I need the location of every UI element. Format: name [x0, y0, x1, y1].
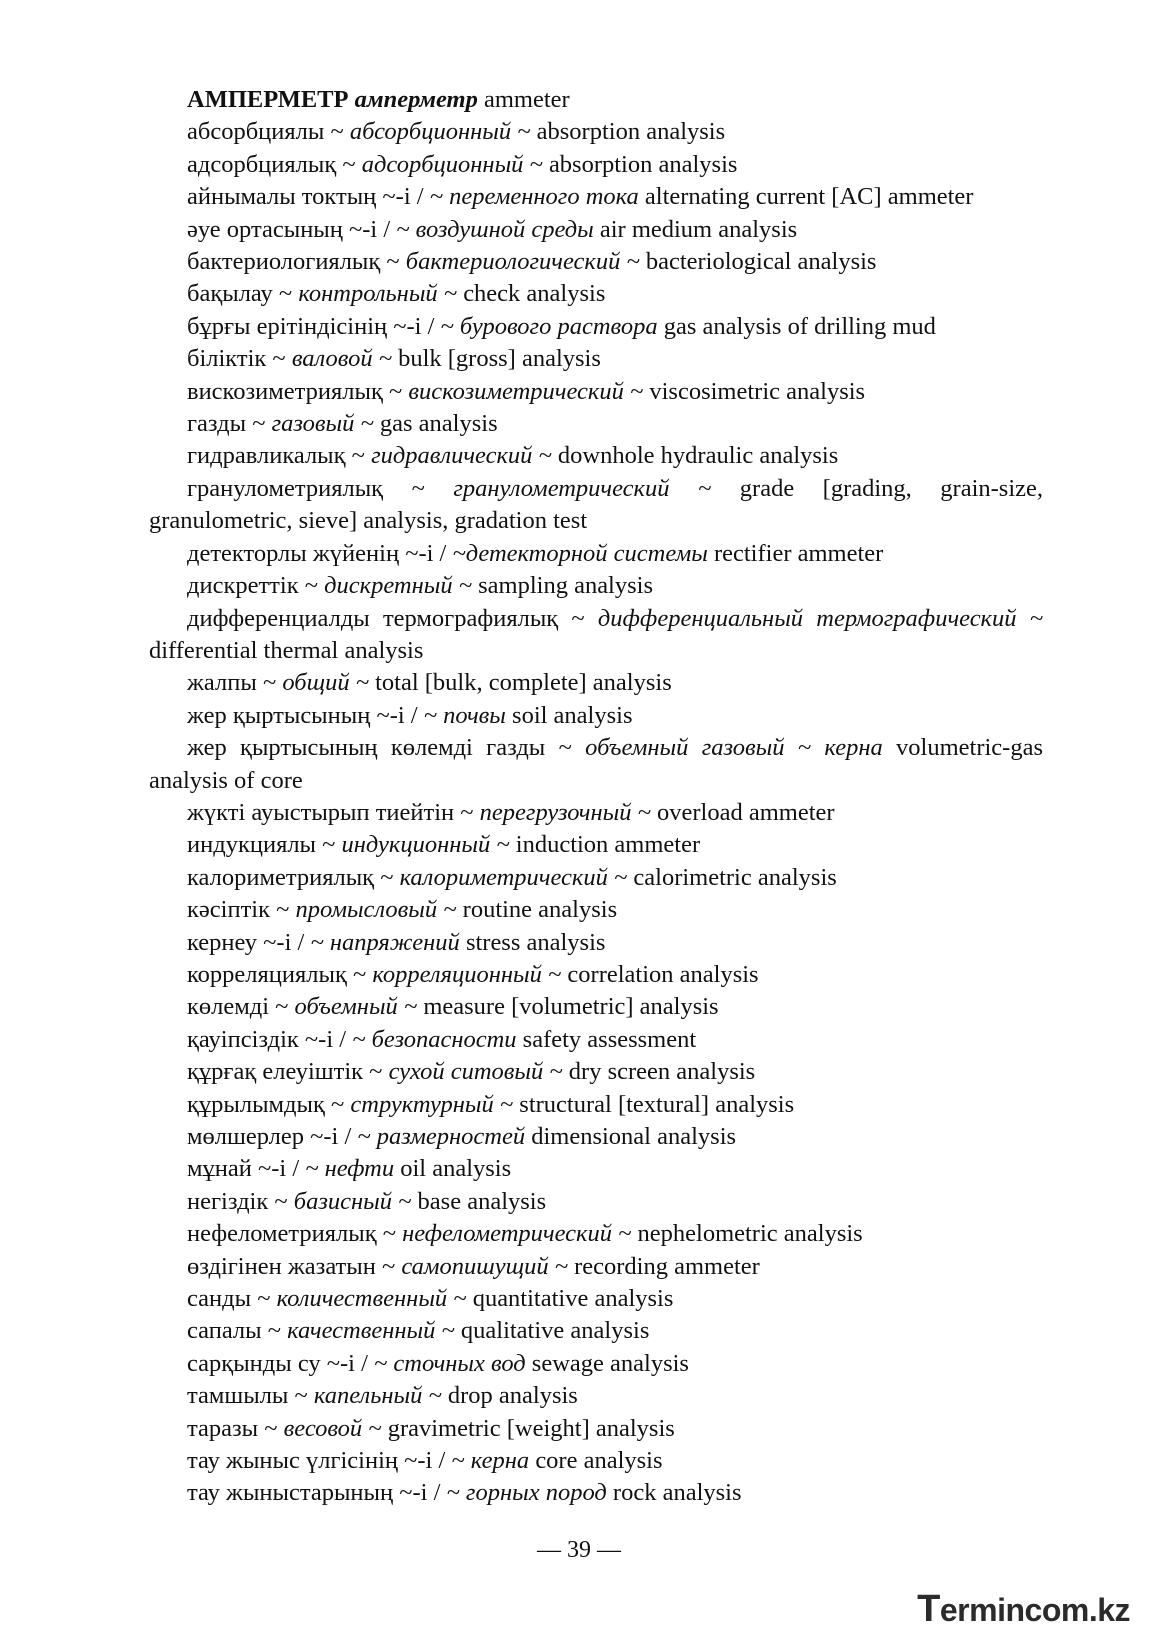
- dictionary-entry: [149, 732, 1043, 797]
- entry-kz: айнымалы токтың ~-і /: [187, 183, 424, 211]
- dictionary-entry: [149, 862, 1043, 894]
- entry-ru: ~ нефти: [305, 1155, 395, 1183]
- dictionary-entry: [149, 1186, 1043, 1218]
- entry-en: overload ammeter: [657, 798, 835, 826]
- headword-ru: амперметр: [354, 86, 478, 113]
- dictionary-entry: [149, 473, 1043, 538]
- entry-kz: санды ~: [187, 1285, 271, 1313]
- entry-en: soil analysis: [512, 701, 633, 729]
- entry-tilde: ~: [548, 960, 562, 988]
- entry-kz: гранулометриялық ~: [187, 474, 425, 502]
- entry-tilde: ~: [368, 1414, 382, 1442]
- entry-ru: ~ сточных вод: [374, 1349, 526, 1377]
- entry-ru: калориметрический: [399, 863, 608, 891]
- entry-ru: количественный: [276, 1285, 448, 1313]
- dictionary-entry: [149, 343, 1043, 375]
- entry-ru: адсорбционный: [361, 150, 524, 178]
- entry-tilde: ~: [378, 345, 392, 373]
- entry-ru: сухой ситовый: [388, 1058, 544, 1086]
- entry-tilde: ~: [496, 831, 510, 859]
- entry-en: qualitative analysis: [460, 1317, 650, 1345]
- entry-kz: детекторлы жүйенің ~-і /: [187, 539, 447, 567]
- site-watermark-logo: [917, 1588, 1130, 1631]
- entry-en: sewage analysis: [531, 1349, 689, 1377]
- entry-ru: перегрузочный: [479, 798, 632, 826]
- entry-ru: весовой: [283, 1414, 363, 1442]
- entry-en: quantitative analysis: [472, 1285, 674, 1313]
- dictionary-entry: [149, 959, 1043, 991]
- entry-kz: құрғақ елеуіштік ~: [187, 1058, 383, 1086]
- dictionary-entry: [149, 214, 1043, 246]
- entry-ru: общий: [282, 669, 350, 697]
- entry-en: gas analysis: [379, 410, 498, 438]
- entry-en: alternating current [AC] ammeter: [644, 183, 974, 211]
- entry-kz: негіздік ~: [187, 1187, 288, 1215]
- entry-ru: контрольный: [298, 280, 438, 308]
- entry-tilde: ~: [499, 1090, 514, 1118]
- entry-kz: әуе ортасының ~-і /: [187, 215, 391, 243]
- entry-kz: мөлшерлер ~-і /: [187, 1123, 352, 1150]
- entry-ru: ~ переменного тока: [429, 183, 639, 211]
- entry-tilde: ~: [453, 1285, 467, 1313]
- entry-en: viscosimetric analysis: [649, 377, 866, 405]
- entry-en: calorimetric analysis: [633, 863, 837, 891]
- entry-ru: валовой: [291, 345, 373, 373]
- entry-en: core analysis: [535, 1447, 663, 1475]
- entry-tilde: ~: [398, 1187, 412, 1215]
- entry-ru: структурный: [350, 1090, 494, 1118]
- entry-ru: ~ воздушной среды: [396, 215, 594, 243]
- dictionary-entry: [149, 1153, 1043, 1185]
- entry-tilde: ~: [443, 896, 457, 924]
- entry-ru: абсорбционный: [349, 118, 512, 146]
- entry-ru: ~ напряжений: [310, 928, 460, 956]
- entry-tilde: ~: [538, 442, 552, 470]
- entry-ru: вискозиметрический: [408, 377, 624, 405]
- entry-kz: тамшылы ~: [187, 1382, 308, 1410]
- entry-tilde: ~: [441, 1317, 455, 1345]
- entry-en: correlation analysis: [567, 960, 759, 988]
- dictionary-entry: [149, 603, 1043, 668]
- entry-en: dimensional analysis: [531, 1123, 737, 1150]
- entry-kz: таразы ~: [187, 1414, 278, 1442]
- entry-ru: корреляционный: [372, 960, 542, 988]
- entry-ru: промысловый: [295, 896, 438, 924]
- entry-kz: дифференциалды термографиялық ~: [187, 604, 585, 632]
- entry-tilde: ~: [549, 1058, 563, 1086]
- dictionary-entry: [149, 1315, 1043, 1347]
- dictionary-entry: [149, 149, 1043, 181]
- dictionary-entry: [149, 797, 1043, 829]
- entry-en: base analysis: [417, 1187, 547, 1215]
- dictionary-entry: [149, 1056, 1043, 1088]
- entry-ru: индукционный: [341, 831, 491, 859]
- entry-kz: жер қыртысының ~-і /: [187, 701, 418, 729]
- entry-kz: дискреттік ~: [187, 572, 318, 600]
- entry-en: oil analysis: [400, 1155, 512, 1183]
- dictionary-entry: [149, 408, 1043, 440]
- entry-kz: бактериологиялық ~: [187, 248, 400, 276]
- entry-kz: нефелометриялық ~: [187, 1220, 397, 1248]
- entry-en: structural [textural] analysis: [519, 1090, 795, 1118]
- entry-kz: жер қыртысының көлемді газды ~: [187, 734, 572, 762]
- entry-en: stress analysis: [465, 928, 606, 956]
- entry-en: gravimetric [weight] analysis: [387, 1414, 675, 1442]
- entry-kz: тау жыныстарының ~-і /: [187, 1479, 441, 1507]
- entry-ru: базисный: [293, 1187, 393, 1215]
- entry-ru: самопишущий: [401, 1252, 549, 1280]
- entry-en: sampling analysis: [478, 572, 653, 600]
- entry-list: [149, 116, 1043, 1509]
- watermark-rest: ermincom.kz: [939, 1592, 1130, 1628]
- entry-tilde: ~: [529, 150, 543, 178]
- entry-en: check analysis: [463, 280, 606, 308]
- entry-tilde: ~: [443, 280, 458, 308]
- entry-ru: ~ керна: [451, 1447, 530, 1475]
- page-number: — 39 —: [537, 1537, 621, 1563]
- entry-ru: газовый: [271, 410, 355, 438]
- dictionary-entry: [149, 311, 1043, 343]
- dictionary-entry: [149, 570, 1043, 602]
- dictionary-entry: [149, 181, 1043, 213]
- entry-en: bulk [gross] analysis: [398, 345, 601, 373]
- entry-ru: ~ бурового раствора: [440, 312, 658, 340]
- dictionary-entry: [149, 667, 1043, 699]
- entry-kz: сапалы ~: [187, 1317, 281, 1345]
- dictionary-entry: [149, 1024, 1043, 1056]
- entry-en: absorption analysis: [536, 118, 726, 146]
- headword-kz: АМПЕРМЕТР: [187, 86, 349, 113]
- dictionary-entry: [149, 991, 1043, 1023]
- dictionary-entry: [149, 116, 1043, 148]
- entry-ru: ~ почвы: [423, 701, 506, 729]
- entry-en: downhole hydraulic analysis: [557, 442, 839, 470]
- dictionary-entry: [149, 829, 1043, 861]
- dictionary-entry: [149, 1283, 1043, 1315]
- entry-tilde: ~: [629, 377, 644, 405]
- entry-tilde: ~: [517, 118, 531, 146]
- entry-tilde: ~: [355, 669, 369, 697]
- dictionary-entry: [149, 1218, 1043, 1250]
- headword-en: ammeter: [483, 86, 570, 113]
- entry-en: differential thermal analysis: [149, 636, 424, 664]
- entry-en: dry screen analysis: [568, 1058, 756, 1086]
- entry-en: rock analysis: [612, 1479, 742, 1507]
- dictionary-entry: [149, 927, 1043, 959]
- dictionary-entry: [149, 1477, 1043, 1509]
- entry-en: bacteriological analysis: [645, 248, 877, 276]
- watermark-first-letter: T: [917, 1588, 940, 1630]
- entry-en: total [bulk, complete] analysis: [375, 669, 672, 697]
- dictionary-entry: [149, 1089, 1043, 1121]
- entry-ru: нефелометрический: [402, 1220, 612, 1248]
- entry-en: volumetric-gas analysis of core: [149, 734, 1043, 794]
- entry-kz: вискозиметриялық ~: [187, 377, 403, 405]
- entry-en: gas analysis of drilling mud: [663, 312, 936, 340]
- dictionary-entry: [149, 538, 1043, 570]
- entry-ru: объемный: [294, 993, 398, 1021]
- entry-ru: гранулометрический: [453, 474, 670, 502]
- entry-tilde: ~: [554, 1252, 568, 1280]
- entry-kz: газды ~: [187, 410, 266, 438]
- entry-tilde: ~: [360, 410, 374, 438]
- entry-kz: құрылымдық ~: [187, 1090, 345, 1118]
- entry-kz: корреляциялық ~: [187, 960, 367, 988]
- entry-ru: ~детекторной системы: [452, 539, 708, 567]
- entry-en: routine analysis: [462, 896, 618, 924]
- entry-kz: абсорбциялы ~: [187, 118, 344, 146]
- entry-tilde: ~: [698, 474, 712, 502]
- entry-ru: дискретный: [324, 572, 453, 600]
- entry-en: safety assessment: [522, 1025, 697, 1053]
- dictionary-entry: [149, 894, 1043, 926]
- entry-ru: ~ горных пород: [446, 1479, 607, 1507]
- entry-kz: көлемді ~: [187, 993, 289, 1021]
- dictionary-entry: [149, 700, 1043, 732]
- dictionary-page: [149, 84, 1043, 1510]
- entry-kz: өздігінен жазатын ~: [187, 1252, 396, 1280]
- entry-en: recording ammeter: [574, 1252, 760, 1280]
- entry-kz: калориметриялық ~: [187, 863, 394, 891]
- entry-ru: объемный газовый ~ керна: [585, 734, 883, 762]
- entry-kz: кәсіптік ~: [187, 896, 290, 924]
- entry-ru: гидравлический: [371, 442, 533, 470]
- dictionary-entry: [149, 246, 1043, 278]
- entry-en: air medium analysis: [599, 215, 798, 243]
- dictionary-entry: [149, 1380, 1043, 1412]
- entry-tilde: ~: [458, 572, 472, 600]
- entry-ru: капельный: [313, 1382, 423, 1410]
- entry-ru: качественный: [287, 1317, 436, 1345]
- dictionary-entry: [149, 376, 1043, 408]
- dictionary-entry: [149, 1445, 1043, 1477]
- entry-tilde: ~: [1029, 604, 1044, 632]
- entry-tilde: ~: [618, 1220, 632, 1248]
- entry-en: rectifier ammeter: [713, 539, 884, 567]
- entry-ru: ~ размерностей: [357, 1123, 526, 1150]
- entry-en: drop analysis: [447, 1382, 578, 1410]
- dictionary-entry: [149, 1348, 1043, 1380]
- entry-kz: қауіпсіздік ~-і /: [187, 1025, 347, 1053]
- entry-ru: ~ безопасности: [352, 1025, 517, 1053]
- entry-en: absorption analysis: [548, 150, 738, 178]
- entry-kz: мұнай ~-і /: [187, 1155, 300, 1183]
- entry-kz: жалпы ~: [187, 669, 277, 697]
- entry-kz: жүкті ауыстырып тиейтін ~: [187, 798, 474, 826]
- dictionary-entry: [149, 440, 1043, 472]
- dictionary-entry: [149, 1121, 1043, 1153]
- entry-kz: бұрғы ерітіндісінің ~-і /: [187, 312, 435, 340]
- dictionary-entry: [149, 1251, 1043, 1283]
- entry-kz: бақылау ~: [187, 280, 293, 308]
- entry-kz: кернеу ~-і /: [187, 928, 305, 956]
- entry-kz: индукциялы ~: [187, 831, 336, 859]
- dictionary-entry: [149, 1413, 1043, 1445]
- entry-ru: бактериологический: [405, 248, 621, 276]
- dictionary-entry: [149, 278, 1043, 310]
- entry-en: grade [grading, grain-size, granulometric, sieve] analysis, gradation test: [149, 474, 1044, 535]
- entry-kz: адсорбциялық ~: [187, 150, 356, 178]
- entry-tilde: ~: [626, 248, 640, 276]
- entry-tilde: ~: [428, 1382, 442, 1410]
- entry-kz: тау жыныс үлгісінің ~-і /: [187, 1447, 446, 1475]
- entry-ru: дифференциальный термографический: [597, 604, 1017, 632]
- headword-entry: [149, 84, 1043, 116]
- entry-en: nephelometric analysis: [637, 1220, 863, 1248]
- entry-kz: біліктік ~: [187, 345, 286, 373]
- entry-tilde: ~: [637, 798, 651, 826]
- entry-tilde: ~: [403, 993, 418, 1021]
- entry-kz: гидравликалық ~: [187, 442, 365, 470]
- entry-kz: сарқынды су ~-і /: [187, 1349, 368, 1377]
- entry-tilde: ~: [614, 863, 628, 891]
- entry-en: induction ammeter: [515, 831, 701, 859]
- entry-en: measure [volumetric] analysis: [423, 993, 719, 1021]
